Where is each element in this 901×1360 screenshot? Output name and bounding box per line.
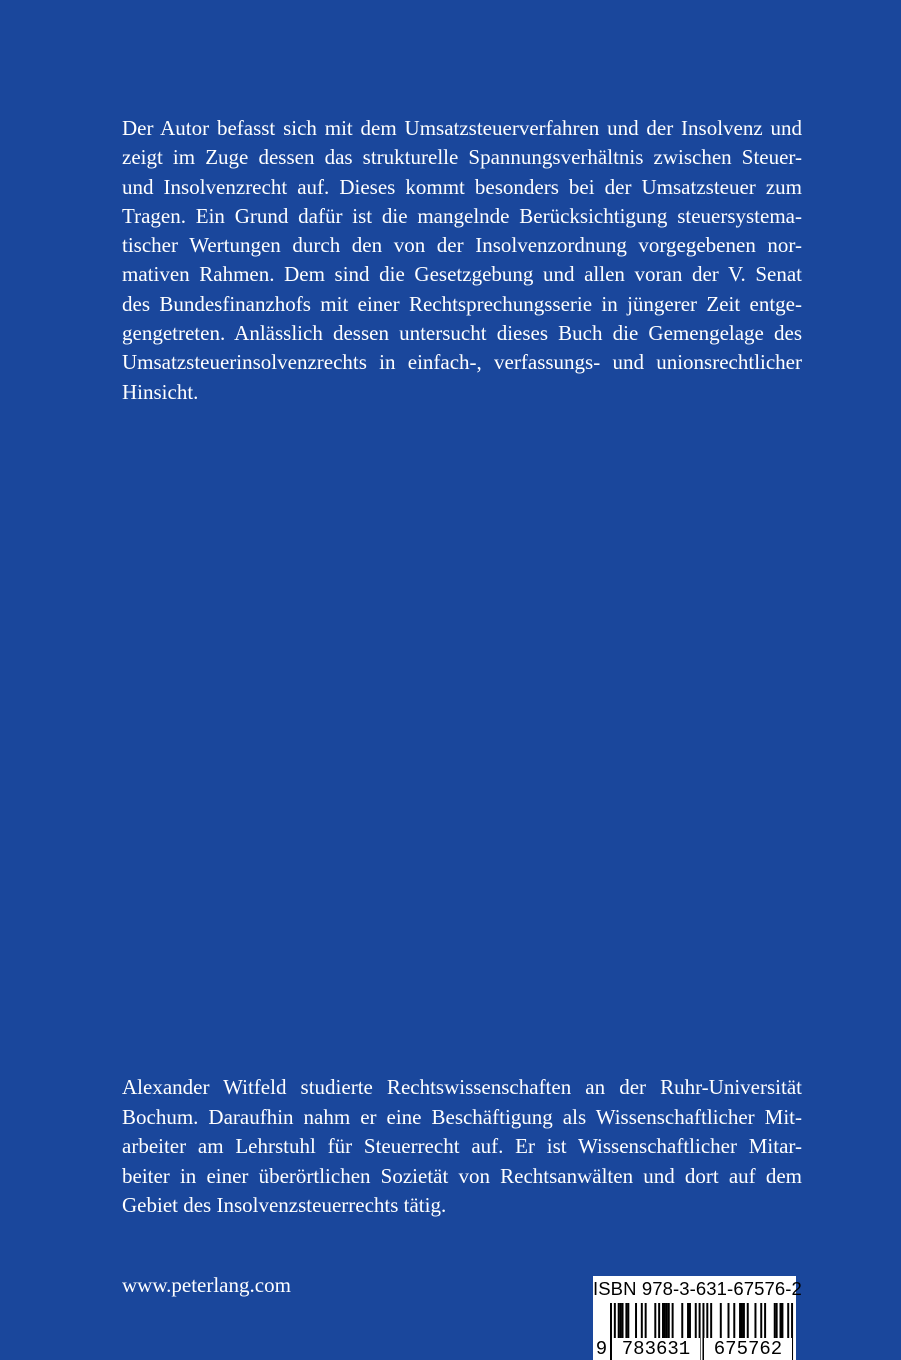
blurb-line: zeigt im Zuge dessen das strukturelle Spannungsverhältnis zwischen Steuer- <box>122 145 802 170</box>
barcode-digits-left: 783631 <box>612 1338 700 1360</box>
blurb-line: Tragen. Ein Grund dafür ist die mangelnde Berücksichtigung steuersystema- <box>122 203 802 228</box>
blurb-line: Der Autor befasst sich mit dem Umsatzsteuerverfahren und der Insolvenz und <box>122 116 802 140</box>
isbn-label: ISBN 978-3-631-67576-2 <box>593 1278 802 1299</box>
blurb-line: und Insolvenzrecht auf. Dieses kommt besonders bei der Umsatzsteuer zum <box>122 174 802 199</box>
blurb-line: mativen Rahmen. Dem sind die Gesetzgebung und allen voran der V. Senat <box>122 262 802 287</box>
blurb-text <box>122 114 802 407</box>
bio-line: Alexander Witfeld studierte Rechtswissenschaften an der Ruhr-Universität <box>122 1075 802 1099</box>
publisher-website: www.peterlang.com <box>122 1273 291 1297</box>
blurb-line: gengetreten. Anlässlich dessen untersucht dieses Buch die Gemengelage des <box>122 321 802 346</box>
barcode-digit-first: 9 <box>593 1338 608 1360</box>
blurb-line: des Bundesfinanzhofs mit einer Rechtsprechungsserie in jüngerer Zeit entge- <box>122 291 802 316</box>
bio-line: arbeiter am Lehrstuhl für Steuerrecht auf. Er ist Wissenschaftlicher Mitar- <box>122 1134 802 1158</box>
bio-line: Gebiet des Insolvenzsteuerrechts tätig. <box>122 1193 447 1217</box>
bio-line: beiter in einer überörtlichen Sozietät von Rechtsanwälten und dort auf dem <box>122 1163 802 1188</box>
author-bio-text <box>122 1073 802 1221</box>
blurb-line: tischer Wertungen durch den von der Insolvenzordnung vorgegebenen nor- <box>122 233 802 258</box>
blurb-line: Hinsicht. <box>122 379 199 404</box>
blurb-line: Umsatzsteuerinsolvenzrechts in einfach-, verfassungs- und unionsrechtlicher <box>122 350 802 375</box>
barcode-digits <box>593 1332 796 1360</box>
bio-line: Bochum. Daraufhin nahm er eine Beschäftigung als Wissenschaftlicher Mit- <box>122 1104 802 1129</box>
isbn-barcode <box>593 1276 802 1360</box>
barcode-digits-right: 675762 <box>704 1338 792 1360</box>
